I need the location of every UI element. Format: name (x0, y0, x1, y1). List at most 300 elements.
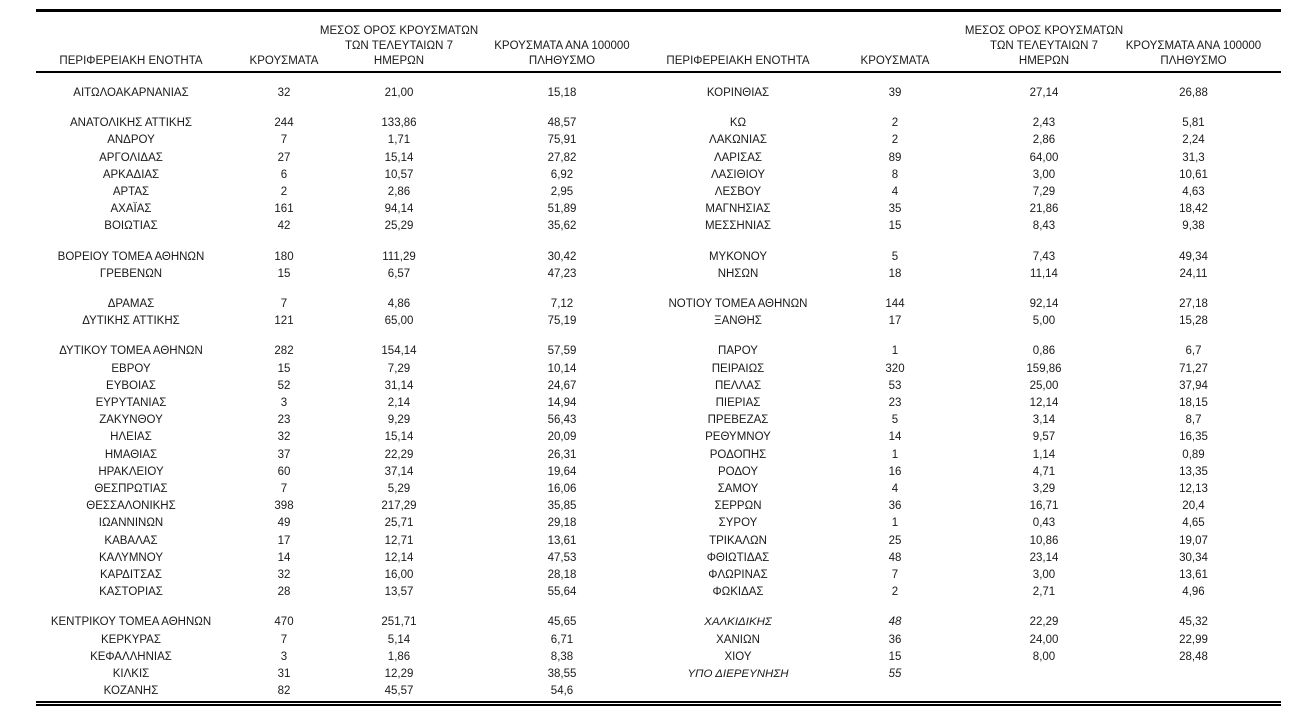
right-cases-cell (808, 683, 982, 703)
left-per100k-cell: 54,6 (550, 685, 574, 698)
right-avg7-header (964, 11, 1124, 73)
right-avg7-cell: 0,43 (1032, 517, 1056, 530)
right-cases-cell: 8 (891, 168, 899, 181)
right-avg7-cell: 92,14 (1029, 298, 1059, 311)
left-cases-cell: 161 (274, 203, 294, 216)
left-cases-cell: 180 (274, 250, 294, 263)
left-avg7-cell: 37,14 (384, 465, 414, 478)
right-avg7-cell: 25,00 (1029, 379, 1059, 392)
right-avg7-cell (982, 236, 1106, 249)
right-region-cell: ΜΥΚΟΝΟΥ (708, 250, 768, 263)
left-per100k-cell: 10,14 (547, 362, 577, 375)
left-region-cell: ΚΕΡΚΥΡΑΣ (101, 633, 161, 646)
right-avg7-cell: 11,14 (1030, 267, 1058, 280)
right-avg7-cell: 7,43 (1032, 250, 1056, 263)
right-cases-cell: 1 (891, 345, 899, 358)
right-per100k-cell: 15,28 (1179, 315, 1208, 328)
right-cases-cell: 35 (888, 203, 902, 216)
right-per100k-cell: 16,35 (1179, 431, 1208, 444)
left-per100k-cell (456, 283, 668, 296)
right-per100k-cell: 12,13 (1179, 483, 1208, 496)
left-avg7-cell: 12,71 (384, 534, 414, 547)
left-avg7-cell (342, 601, 456, 614)
right-per100k-cell: 18,42 (1179, 203, 1208, 216)
right-cases-cell: 17 (888, 315, 902, 328)
left-avg7-cell: 154,14 (381, 345, 417, 358)
left-cases-cell: 398 (274, 500, 294, 513)
right-per100k-header-line2: ΠΛΗΘΥΣΜΟ (1160, 55, 1227, 67)
right-avg7-cell: 3,00 (1032, 569, 1056, 582)
right-per100k-cell (1106, 683, 1281, 703)
left-per100k-header-line2: ΠΛΗΘΥΣΜΟ (528, 55, 596, 67)
left-avg7-cell: 16,00 (384, 569, 414, 582)
right-per100k-cell (1106, 601, 1281, 614)
left-avg7-cell: 1,71 (387, 134, 411, 147)
left-avg7-cell: 25,29 (384, 220, 414, 233)
left-avg7-cell: 13,57 (384, 586, 414, 599)
right-per100k-cell: 45,32 (1179, 616, 1208, 629)
right-per100k-cell: 8,7 (1185, 414, 1202, 427)
right-per100k-cell: 20,4 (1182, 500, 1205, 513)
left-per100k-cell: 8,38 (550, 650, 574, 663)
left-region-header (36, 11, 226, 73)
right-per100k-cell: 4,63 (1182, 186, 1205, 199)
left-per100k-cell: 48,57 (547, 117, 577, 130)
left-per100k-cell: 27,82 (547, 151, 577, 164)
left-per100k-cell (456, 330, 668, 343)
left-per100k-cell: 51,89 (547, 203, 577, 216)
right-per100k-cell: 10,61 (1179, 168, 1208, 181)
right-per100k-cell: 49,34 (1179, 250, 1208, 263)
left-avg7-cell (342, 330, 456, 343)
left-cases-cell: 121 (274, 315, 294, 328)
right-cases-cell: 36 (888, 633, 902, 646)
right-per100k-cell (1106, 102, 1281, 115)
right-region-cell: ΡΕΘΥΜΝΟΥ (705, 431, 771, 444)
right-region-cell: ΛΑΣΙΘΙΟΥ (710, 168, 766, 181)
left-region-cell: ΑΙΤΩΛΟΑΚΑΡΝΑΝΙΑΣ (73, 87, 189, 99)
left-region-cell: ΘΕΣΠΡΩΤΙΑΣ (94, 483, 168, 496)
right-per100k-cell: 19,07 (1179, 534, 1208, 547)
right-region-cell: ΠΙΕΡΙΑΣ (715, 397, 761, 410)
header-row (36, 11, 1281, 73)
right-region-cell: ΚΩ (729, 117, 747, 130)
table-header (36, 11, 1281, 73)
left-region-cell: ΘΕΣΣΑΛΟΝΙΚΗΣ (86, 500, 176, 513)
right-region-cell: ΣΑΜΟΥ (717, 483, 759, 496)
left-per100k-cell: 15,18 (547, 87, 577, 99)
right-avg7-cell: 9,57 (1032, 431, 1056, 444)
right-cases-cell: 39 (888, 87, 902, 99)
right-per100k-cell: 37,94 (1179, 379, 1208, 392)
right-avg7-cell: 3,29 (1032, 483, 1056, 496)
right-avg7-cell: 4,71 (1032, 465, 1056, 478)
right-region-cell: ΦΛΩΡΙΝΑΣ (708, 569, 768, 582)
left-region-cell: ΚΑΛΥΜΝΟΥ (99, 551, 163, 564)
left-region-cell (36, 102, 226, 115)
left-avg7-cell: 5,14 (387, 633, 411, 646)
left-avg7-cell: 9,29 (387, 414, 411, 427)
left-per100k-cell: 20,09 (547, 431, 577, 444)
left-cases-cell: 15 (277, 267, 291, 280)
left-region-cell: ΑΝΔΡΟΥ (107, 134, 155, 147)
left-region-cell (36, 330, 226, 343)
right-region-cell: ΜΕΣΣΗΝΙΑΣ (704, 220, 772, 233)
left-cases-cell: 3 (280, 397, 288, 410)
table-row (36, 464, 1281, 481)
right-avg7-header-line2: ΤΩΝ ΤΕΛΕΥΤΑΙΩΝ 7 (990, 40, 1098, 52)
left-avg7-header-line1: ΜΕΣΟΣ ΟΡΟΣ ΚΡΟΥΣΜΑΤΩΝ (319, 25, 479, 37)
right-avg7-cell: 8,00 (1032, 650, 1056, 663)
left-cases-cell (226, 102, 342, 115)
right-cases-cell: 48 (888, 616, 902, 629)
table-row (36, 85, 1281, 102)
right-per100k-cell (1106, 283, 1281, 296)
spacer-cell (36, 72, 1281, 85)
left-per100k-header (456, 11, 668, 73)
right-cases-cell: 53 (888, 379, 902, 392)
left-cases-cell: 7 (280, 633, 288, 646)
left-cases-cell: 470 (274, 616, 294, 629)
right-per100k-cell: 13,35 (1179, 465, 1208, 478)
right-avg7-cell: 12,14 (1029, 397, 1059, 410)
right-region-cell: ΠΡΕΒΕΖΑΣ (707, 414, 769, 427)
left-cases-cell: 52 (277, 379, 291, 392)
right-avg7-cell (982, 601, 1106, 614)
right-cases-cell (808, 102, 982, 115)
right-per100k-cell: 27,18 (1179, 298, 1208, 311)
left-per100k-cell (456, 236, 668, 249)
right-avg7-cell: 2,71 (1032, 586, 1056, 599)
right-per100k-cell (1106, 236, 1281, 249)
right-cases-cell: 5 (891, 250, 899, 263)
left-cases-cell: 32 (277, 431, 291, 444)
right-cases-cell (808, 236, 982, 249)
table-row (36, 447, 1281, 464)
right-avg7-cell (982, 330, 1106, 343)
left-per100k-cell: 6,71 (550, 633, 574, 646)
right-per100k-cell: 22,99 (1179, 633, 1208, 646)
left-per100k-cell: 57,59 (547, 345, 577, 358)
table-row (36, 515, 1281, 532)
table-row (36, 184, 1281, 201)
right-cases-header-label: ΚΡΟΥΣΜΑΤΑ (860, 55, 930, 67)
right-avg7-cell: 2,43 (1032, 117, 1056, 130)
right-avg7-cell: 2,86 (1032, 134, 1056, 147)
table-row (36, 296, 1281, 313)
right-region-cell: ΛΑΚΩΝΙΑΣ (709, 134, 767, 147)
right-region-header (668, 11, 808, 73)
left-per100k-header-line1: ΚΡΟΥΣΜΑΤΑ ΑΝΑ 100000 (494, 40, 630, 52)
table-row (36, 167, 1281, 184)
left-per100k-cell (456, 102, 668, 115)
right-cases-cell: 15 (888, 650, 902, 663)
right-avg7-cell: 10,86 (1029, 534, 1059, 547)
left-region-cell: ΒΟΙΩΤΙΑΣ (104, 220, 158, 233)
left-per100k-cell: 28,18 (547, 569, 577, 582)
left-cases-cell: 7 (280, 483, 288, 496)
left-region-cell: ΕΒΡΟΥ (111, 362, 151, 375)
left-per100k-cell: 47,23 (547, 267, 577, 280)
left-per100k-cell: 55,64 (547, 586, 577, 599)
right-cases-cell (808, 330, 982, 343)
left-region-cell: ΒΟΡΕΙΟΥ ΤΟΜΕΑ ΑΘΗΝΩΝ (57, 250, 205, 263)
left-cases-cell: 17 (277, 534, 291, 547)
right-per100k-cell: 4,65 (1182, 517, 1205, 530)
left-avg7-cell: 10,57 (384, 168, 414, 181)
left-avg7-cell (342, 236, 456, 249)
right-cases-cell: 36 (888, 500, 902, 513)
left-cases-cell (226, 236, 342, 249)
right-per100k-cell: 26,88 (1179, 87, 1208, 99)
left-avg7-header-line2: ΤΩΝ ΤΕΛΕΥΤΑΙΩΝ 7 (345, 40, 453, 52)
left-region-cell: ΔΥΤΙΚΗΣ ΑΤΤΙΚΗΣ (82, 315, 180, 328)
table-row (36, 132, 1281, 149)
right-avg7-cell: 27,14 (1029, 87, 1059, 99)
left-per100k-cell: 26,31 (547, 448, 577, 461)
left-region-cell: ΚΑΒΑΛΑΣ (104, 534, 158, 547)
left-region-cell: ΗΡΑΚΛΕΙΟΥ (98, 465, 164, 478)
right-per100k-cell: 4,96 (1182, 586, 1205, 599)
right-region-cell: ΚΟΡΙΝΘΙΑΣ (706, 87, 770, 99)
left-per100k-cell: 2,95 (550, 186, 574, 199)
right-per100k-cell (1106, 330, 1281, 343)
regional-cases-table (36, 9, 1281, 706)
left-avg7-cell: 65,00 (384, 315, 414, 328)
left-per100k-cell: 6,92 (550, 168, 574, 181)
right-cases-cell: 23 (888, 397, 902, 410)
left-avg7-cell: 133,86 (381, 117, 417, 130)
left-avg7-header-line3: ΗΜΕΡΩΝ (373, 55, 425, 67)
left-cases-cell: 14 (277, 551, 291, 564)
left-avg7-cell: 111,29 (382, 250, 416, 263)
left-per100k-cell: 14,94 (547, 397, 577, 410)
right-cases-cell: 320 (885, 362, 905, 375)
left-region-cell: ΚΙΛΚΙΣ (112, 668, 150, 681)
left-cases-cell: 23 (277, 414, 291, 427)
table-row (36, 649, 1281, 666)
table-row (36, 533, 1281, 550)
left-cases-cell: 82 (277, 685, 291, 698)
right-cases-cell: 4 (891, 483, 899, 496)
left-region-cell: ΑΡΓΟΛΙΔΑΣ (99, 151, 163, 164)
left-region-header-label: ΠΕΡΙΦΕΡΕΙΑΚΗ ΕΝΟΤΗΤΑ (59, 55, 203, 67)
left-avg7-header (319, 11, 479, 73)
left-region-cell: ΑΡΚΑΔΙΑΣ (102, 168, 160, 181)
left-region-cell: ΔΥΤΙΚΟΥ ΤΟΜΕΑ ΑΘΗΝΩΝ (59, 345, 203, 358)
left-region-cell: ΙΩΑΝΝΙΝΩΝ (98, 517, 164, 530)
right-cases-cell: 15 (888, 220, 902, 233)
right-avg7-cell: 64,00 (1029, 151, 1059, 164)
left-cases-cell: 6 (280, 168, 288, 181)
left-avg7-cell: 5,29 (387, 483, 411, 496)
left-cases-cell: 282 (274, 345, 294, 358)
table-row (36, 498, 1281, 515)
right-region-cell: ΠΕΛΛΑΣ (714, 379, 762, 392)
left-per100k-cell: 45,65 (547, 616, 577, 629)
table-row (36, 614, 1281, 631)
left-cases-cell (226, 330, 342, 343)
right-region-cell: ΞΑΝΘΗΣ (714, 315, 762, 328)
left-region-cell: ΑΧΑΪΑΣ (110, 203, 152, 216)
right-per100k-cell: 0,89 (1182, 448, 1205, 461)
left-region-cell: ΚΕΦΑΛΛΗΝΙΑΣ (90, 650, 172, 663)
left-per100k-cell: 24,67 (547, 379, 577, 392)
right-per100k-header (1106, 11, 1281, 73)
left-avg7-cell: 217,29 (381, 500, 417, 513)
right-region-cell: ΜΑΓΝΗΣΙΑΣ (705, 203, 771, 216)
left-avg7-cell: 12,14 (384, 551, 414, 564)
left-cases-cell: 2 (280, 186, 288, 199)
table-row (36, 683, 1281, 703)
right-region-cell: ΦΘΙΩΤΙΔΑΣ (706, 551, 770, 564)
right-cases-cell: 16 (888, 465, 902, 478)
right-cases-header (808, 11, 982, 73)
left-per100k-cell: 30,42 (547, 250, 577, 263)
table-row (36, 550, 1281, 567)
right-per100k-cell: 24,11 (1179, 267, 1208, 280)
table-row (36, 666, 1281, 683)
left-region-cell: ΚΑΣΤΟΡΙΑΣ (99, 586, 163, 599)
right-cases-cell: 89 (888, 151, 902, 164)
right-cases-cell (808, 283, 982, 296)
right-avg7-cell: 21,86 (1029, 203, 1059, 216)
table-row (36, 266, 1281, 283)
right-avg7-cell: 22,29 (1029, 616, 1059, 629)
left-cases-cell: 28 (277, 586, 291, 599)
table-row (36, 567, 1281, 584)
table-row (36, 601, 1281, 614)
right-region-cell (668, 601, 808, 614)
right-avg7-cell (982, 666, 1106, 683)
left-avg7-cell: 21,00 (384, 87, 414, 99)
table-row (36, 429, 1281, 446)
left-region-cell (36, 283, 226, 296)
right-per100k-cell: 9,38 (1182, 220, 1205, 233)
right-per100k-cell: 5,81 (1182, 117, 1205, 130)
right-avg7-cell: 0,86 (1032, 345, 1056, 358)
left-per100k-cell: 47,53 (547, 551, 577, 564)
right-cases-cell: 55 (888, 668, 902, 681)
right-region-cell: ΡΟΔΟΥ (717, 465, 759, 478)
right-avg7-cell: 3,14 (1032, 414, 1056, 427)
left-cases-cell: 32 (277, 87, 291, 99)
right-cases-cell (808, 601, 982, 614)
right-cases-cell: 5 (891, 414, 899, 427)
right-region-cell: ΝΗΣΩΝ (717, 267, 759, 280)
right-per100k-header-line1: ΚΡΟΥΣΜΑΤΑ ΑΝΑ 100000 (1125, 40, 1262, 52)
left-region-cell: ΚΕΝΤΡΙΚΟΥ ΤΟΜΕΑ ΑΘΗΝΩΝ (50, 616, 212, 629)
left-avg7-cell (342, 283, 456, 296)
table-row (36, 283, 1281, 296)
right-region-cell (668, 330, 808, 343)
right-cases-cell: 48 (888, 551, 902, 564)
left-region-cell: ΚΟΖΑΝΗΣ (103, 685, 159, 698)
right-cases-cell: 7 (891, 569, 899, 582)
table-row (36, 378, 1281, 395)
left-region-cell (36, 601, 226, 614)
right-per100k-cell: 6,7 (1185, 345, 1202, 358)
table-row (36, 236, 1281, 249)
left-cases-cell: 27 (277, 151, 291, 164)
left-avg7-cell: 22,29 (384, 448, 414, 461)
left-cases-cell: 37 (277, 448, 291, 461)
left-cases-header (226, 11, 342, 73)
left-avg7-cell: 25,71 (384, 517, 414, 530)
left-per100k-cell: 7,12 (550, 298, 574, 311)
right-avg7-cell: 8,43 (1032, 220, 1056, 233)
right-per100k-cell: 13,61 (1179, 569, 1208, 582)
left-per100k-cell: 35,85 (547, 500, 577, 513)
right-avg7-cell: 5,00 (1032, 315, 1056, 328)
right-avg7-cell: 1,14 (1032, 448, 1056, 461)
left-per100k-cell: 75,19 (547, 315, 577, 328)
left-avg7-cell: 4,86 (387, 298, 411, 311)
right-region-cell: ΧΑΛΚΙΔΙΚΗΣ (704, 616, 772, 629)
right-cases-cell: 14 (888, 431, 902, 444)
right-per100k-cell (1106, 666, 1281, 683)
left-cases-cell: 15 (277, 362, 291, 375)
left-region-cell: ΑΝΑΤΟΛΙΚΗΣ ΑΤΤΙΚΗΣ (69, 117, 192, 130)
left-avg7-cell (342, 102, 456, 115)
right-region-header-label: ΠΕΡΙΦΕΡΕΙΑΚΗ ΕΝΟΤΗΤΑ (666, 55, 810, 67)
table-row (36, 249, 1281, 266)
right-cases-cell: 144 (885, 298, 905, 311)
right-region-cell: ΛΕΣΒΟΥ (714, 186, 762, 199)
right-cases-cell: 1 (891, 517, 899, 530)
right-avg7-cell (982, 102, 1106, 115)
right-avg7-cell (982, 683, 1106, 703)
left-avg7-cell: 6,57 (387, 267, 411, 280)
table-row (36, 330, 1281, 343)
left-region-cell: ΔΡΑΜΑΣ (107, 298, 155, 311)
left-per100k-cell (456, 601, 668, 614)
left-avg7-cell: 1,86 (387, 650, 411, 663)
left-cases-cell: 244 (274, 117, 294, 130)
right-avg7-cell: 16,71 (1029, 500, 1059, 513)
table-row (36, 150, 1281, 167)
left-region-cell: ΕΥΡΥΤΑΝΙΑΣ (95, 397, 167, 410)
right-avg7-cell: 24,00 (1029, 633, 1059, 646)
left-avg7-cell: 251,71 (381, 616, 417, 629)
right-region-cell: ΣΥΡΟΥ (718, 517, 758, 530)
left-per100k-cell: 75,91 (547, 134, 577, 147)
table-row (36, 412, 1281, 429)
right-region-cell (668, 683, 808, 703)
table-row (36, 632, 1281, 649)
right-avg7-cell: 7,29 (1032, 186, 1056, 199)
right-cases-cell: 2 (891, 134, 899, 147)
table-row (36, 584, 1281, 601)
right-avg7-cell (982, 283, 1106, 296)
right-cases-cell: 2 (891, 586, 899, 599)
left-region-cell: ΖΑΚΥΝΘΟΥ (99, 414, 163, 427)
left-per100k-cell: 56,43 (547, 414, 577, 427)
right-cases-cell: 1 (891, 448, 899, 461)
left-avg7-cell: 15,14 (384, 151, 414, 164)
right-avg7-header-line1: ΜΕΣΟΣ ΟΡΟΣ ΚΡΟΥΣΜΑΤΩΝ (964, 25, 1124, 37)
left-cases-cell: 7 (280, 134, 288, 147)
left-cases-cell: 31 (277, 668, 291, 681)
right-avg7-cell: 3,00 (1032, 168, 1056, 181)
table-row (36, 313, 1281, 330)
left-cases-header-label: ΚΡΟΥΣΜΑΤΑ (249, 55, 319, 67)
right-avg7-header-line3: ΗΜΕΡΩΝ (1018, 55, 1070, 67)
right-region-cell: ΥΠΟ ΔΙΕΡΕΥΝΗΣΗ (687, 668, 789, 681)
left-cases-cell: 60 (277, 465, 291, 478)
table-row (36, 102, 1281, 115)
right-per100k-cell: 28,48 (1179, 650, 1208, 663)
